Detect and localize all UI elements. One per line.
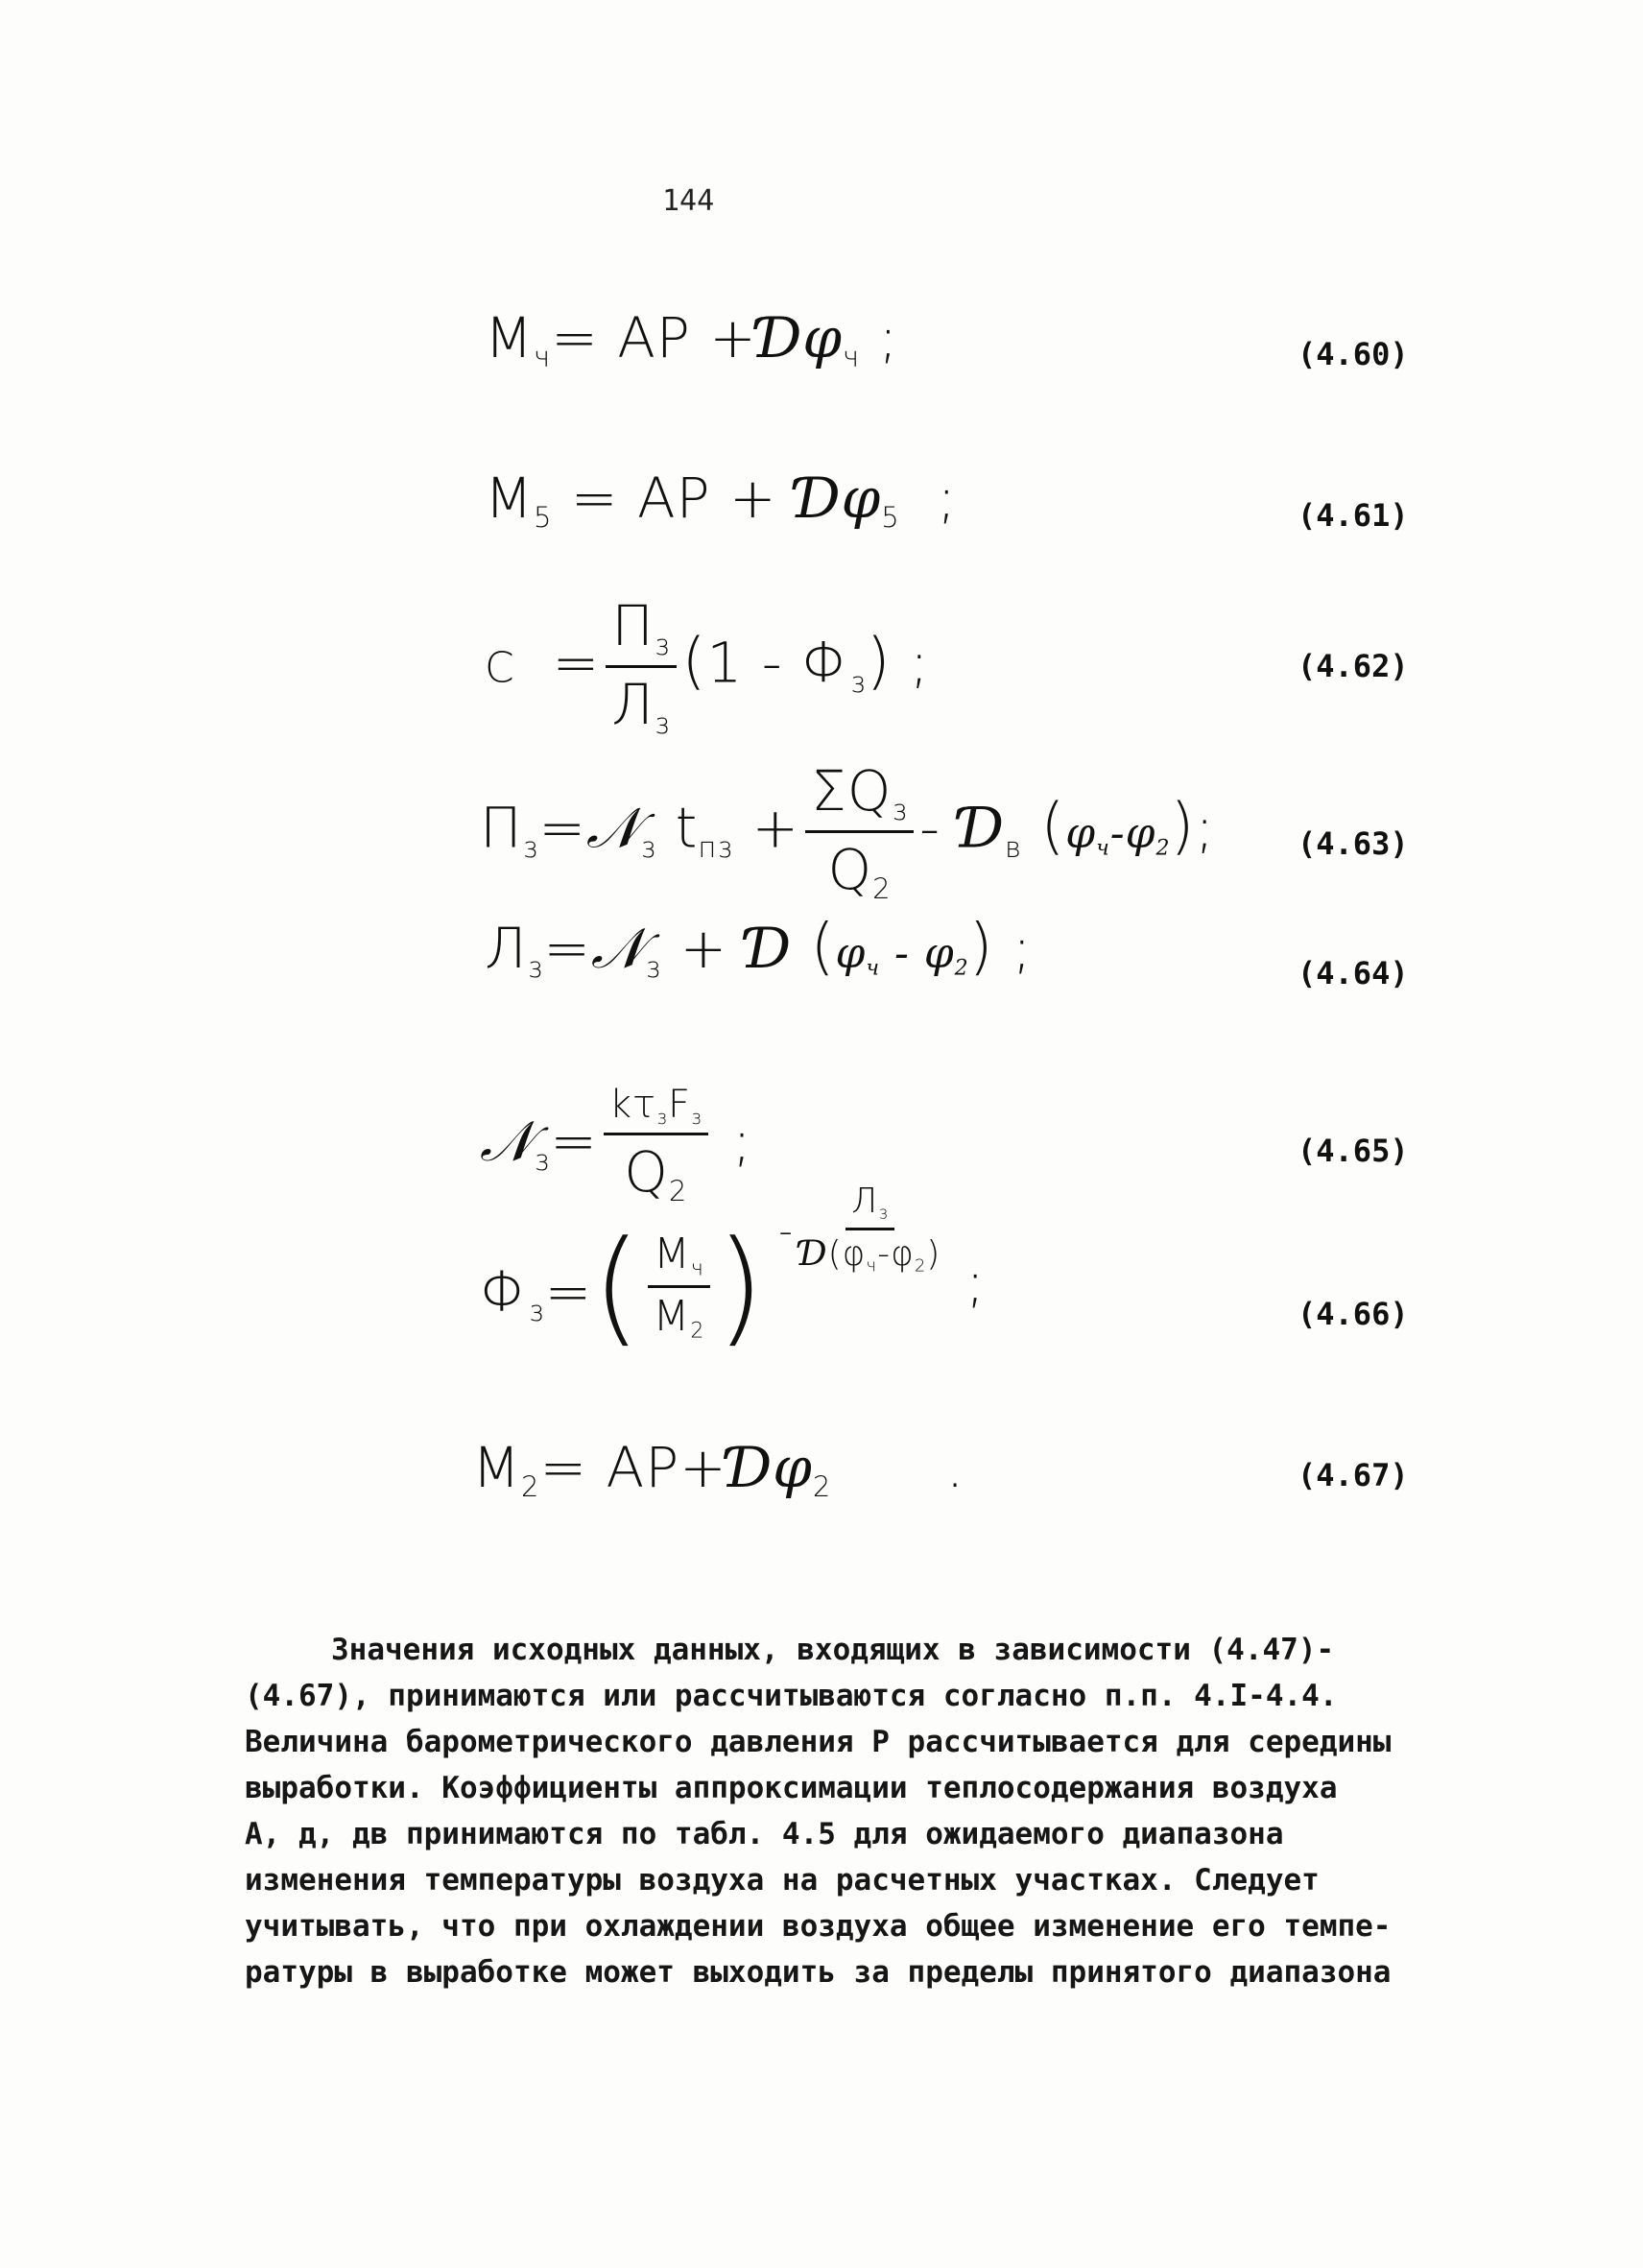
equation-number: (4.63) (1298, 825, 1409, 862)
paragraph-line: Величина барометрического давления Р рассчитывается для середины (245, 1725, 1392, 1759)
equation-4-61: $M_5$ = AP + $Ɗ\varphi_5$ ; (485, 466, 958, 535)
body-paragraph (245, 1627, 1425, 1995)
paragraph-line: А, д, дв принимаются по табл. 4.5 для ожидаемого диапазона (245, 1817, 1284, 1851)
paragraph-line: выработки. Коэффициенты аппроксимации теплосодержания воздуха (245, 1771, 1338, 1805)
paragraph-line: Значения исходных данных, входящих в зависимости (4.47)- (331, 1633, 1335, 1667)
equation-4-66: $\Phi_з=$( $\frac{M_ч}{M_2}$ ) - $\frac{Л_з}{Ɗ(\varphi_ч-\varphi_2)}$ ; (480, 1182, 986, 1359)
equation-4-63: $\Pi_з=𝒩_з$ $t_{пз}$ + $\frac{\Sigma Q_з}{Q_2}$ - $Ɗ_в$ $(\varphi_ч-\varphi_2)$; (480, 758, 1215, 906)
equation-4-62: C = $\frac{\Pi_з}{Л_з}$ $(1 - \Phi_з)$ ; (485, 593, 930, 741)
equation-number: (4.62) (1298, 648, 1409, 684)
page-number: 144 (662, 184, 715, 218)
equation-number: (4.66) (1298, 1296, 1409, 1332)
equation-4-65: 𝒩$_з$= $\frac{k\tau_зF_з}{Q_2}$ ; (480, 1083, 752, 1208)
equation-number: (4.65) (1298, 1133, 1409, 1169)
equation-4-64: $Л_з=𝒩_з$ + Ɗ $(\varphi_ч - \varphi_2)$ ; (485, 912, 1033, 985)
equation-4-60: $M_ч=$ AP $+Ɗ\varphi_ч$ ; (485, 305, 899, 374)
equation-number: (4.61) (1298, 497, 1409, 534)
paragraph-line: (4.67), принимаются или рассчитываются согласно п.п. 4.I-4.4. (245, 1679, 1338, 1713)
paragraph-line: учитывать, что при охлаждении воздуха общее изменение его темпе- (245, 1909, 1392, 1944)
equation-number: (4.67) (1298, 1457, 1409, 1493)
equation-4-67: $M_2=$ $AP+Ɗ\varphi_2$ . (472, 1435, 965, 1504)
paragraph-line: изменения температуры воздуха на расчетных участках. Следует (245, 1863, 1320, 1898)
paragraph-line: ратуры в выработке может выходить за пределы принятого диапазона (245, 1955, 1392, 1990)
equation-number: (4.64) (1298, 955, 1409, 991)
equation-number: (4.60) (1298, 336, 1409, 372)
